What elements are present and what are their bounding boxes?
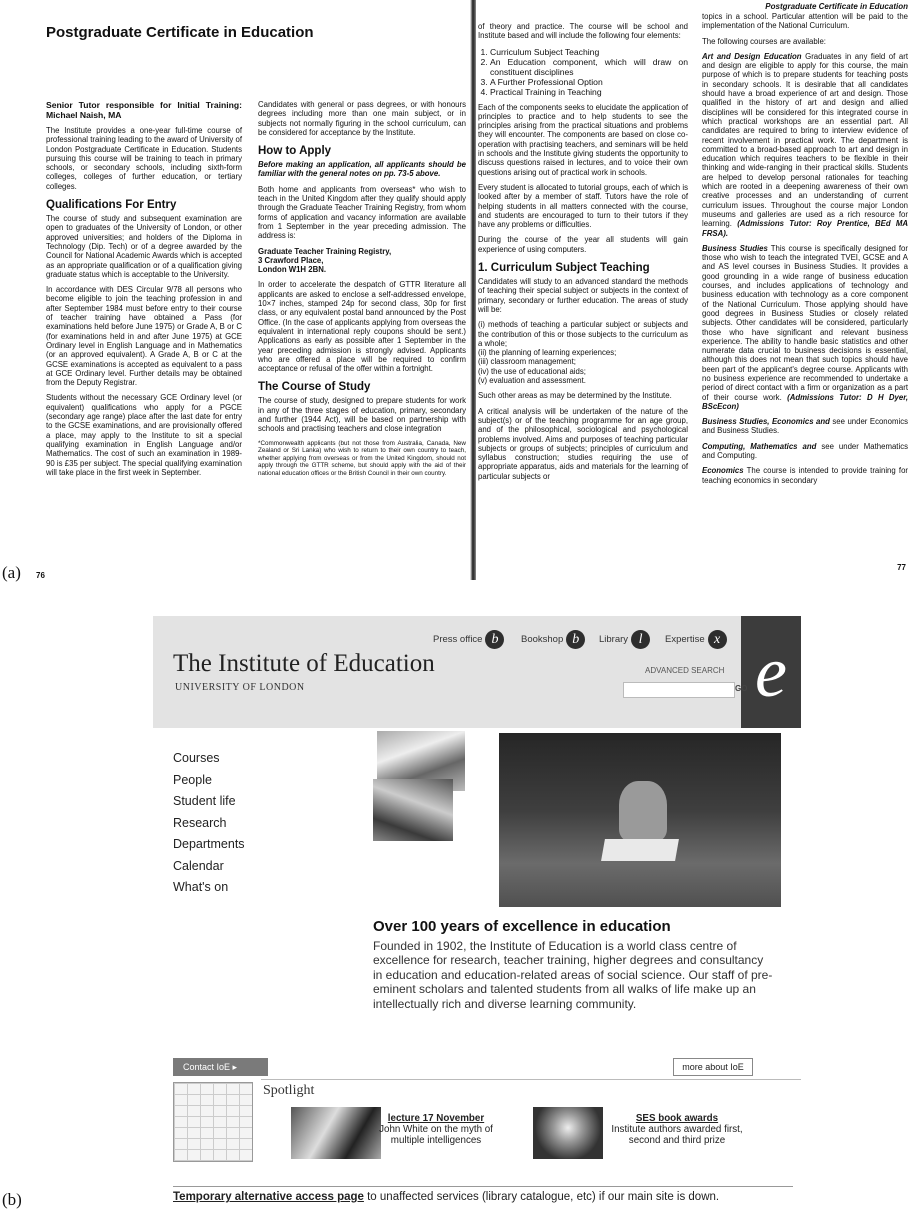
business-economics-entry	[702, 417, 908, 436]
brochure-title: Postgraduate Certificate in Education	[46, 24, 314, 41]
top-link-library[interactable]	[599, 630, 650, 649]
spotlight-heading: Spotlight	[263, 1083, 315, 1098]
economics-body: The course is intended to provide training for teaching economics in secondary	[702, 466, 909, 485]
column-2	[258, 100, 466, 483]
list-item: (iv) the use of educational aids;	[478, 366, 586, 376]
campus-map-thumbnail[interactable]	[173, 1082, 253, 1162]
bse-heading: Business Studies, Economics and	[702, 417, 830, 427]
senior-tutor: Senior Tutor responsible for Initial Training: Michael Naish, MA	[46, 100, 242, 120]
nav-item-whats-on[interactable]: What's on	[173, 880, 229, 894]
running-head: Postgraduate Certificate in Education	[765, 2, 908, 11]
study-areas-list	[478, 320, 688, 385]
list-item: 1. Curriculum Subject Teaching	[490, 47, 688, 57]
nav-item-research[interactable]: Research	[173, 815, 227, 830]
list-item: (i) methods of teaching a particular subject or subjects and the contribution of this or those subjects to the curriculum as a whole;	[478, 320, 688, 348]
library-icon: l	[631, 630, 650, 649]
nav-item-calendar[interactable]: Calendar	[173, 858, 224, 873]
column-1	[46, 100, 242, 483]
panel-label-b: (b)	[2, 1190, 22, 1209]
list-item: (ii) the planning of learning experiences;	[478, 348, 617, 358]
website-screenshot	[153, 616, 801, 1211]
column-4	[702, 12, 908, 491]
cst-paragraph: Candidates will study to an advanced standard the methods of teaching their special subject or subjects in the context of primary, secondary or further education. The areas of study will be:	[478, 277, 688, 314]
spotlight-divider	[261, 1079, 801, 1080]
nav-item-people[interactable]: People	[173, 772, 212, 787]
top-link-expertise[interactable]	[665, 630, 727, 649]
computing-body: see under Mathematics and Computing.	[702, 441, 909, 461]
spotlight-lecture-text: John White on the myth of multiple intelligences	[379, 1124, 493, 1146]
gce-paragraph: Students without the necessary GCE Ordinary level (or equivalent) qualifications who apply for a PGCE (secondary age range) place after the last date for entry to the GCSE examinations, and are provisionally offered a place, may apply to the Institute to sit a special qualifying examination in English Language and/or Mathematics. The cost of such an examination in 1989-90 is £35 per subject. The special qualifying examination will take place in the first week in September.	[46, 393, 242, 477]
qualifications-paragraph: The course of study and subsequent examination are open to graduates of the University of London, or other approved universities; and holders of the Diploma in Technology (Dip. Tech) or of a degree awarded by the Council for National Academic Awards which is accepted as an appropriate qualification or of a qualification giving graduate status which is acceptable to the University.	[46, 214, 242, 279]
page-number-right: 77	[897, 563, 906, 572]
book-shape	[601, 839, 679, 861]
brochure-spread	[36, 0, 914, 580]
tutorial-paragraph: Every student is allocated to tutorial groups, each of which is looked after by a member of staff. Tutors have the role of helping students in all matters connected with the course, and students are encouraged to turn to their tutors if they have any problems or difficulties.	[478, 182, 688, 230]
top-link-label: Library	[599, 634, 629, 645]
top-link-bookshop[interactable]	[521, 630, 585, 649]
list-item: 3. A Further Professional Option	[490, 77, 688, 87]
computing-entry	[702, 442, 908, 461]
candidates-paragraph: Candidates with general or pass degrees, or with honours degrees including more than one main subject, or in subjects not normally figuring in the school curriculum, can be considered for acceptance by the Institute.	[258, 100, 466, 137]
heading-how-to-apply: How to Apply	[258, 145, 332, 158]
gttr-paragraph: In order to accelerate the despatch of GTTR literature all applicants are asked to enclose a self-addressed envelope, 10×7 inches, stamped 24p for second class, 30p for first class, or any equivalent postal band announced by the Post Office. (In the case of applicants applying from overseas the equivalent in international reply coupons should be sent.) Applications as early as possible after 1 September in the year preceding admission is strongly advised. Applicants who are offered a place will be required to confirm acceptance or refusal of the offer within a fortnight.	[258, 280, 466, 374]
brochure-right-page	[476, 0, 914, 580]
more-about-ioe-button[interactable]: more about IoE	[673, 1058, 753, 1076]
footer-text: to unaffected services (library catalogue, etc) if our main site is down.	[363, 1191, 720, 1203]
footer-notice	[173, 1191, 719, 1203]
art-design-heading: Art and Design Education	[702, 51, 802, 61]
spotlight-awards-link[interactable]: SES book awards	[635, 1113, 719, 1124]
spotlight-awards-text: Institute authors awarded first, second and third prize	[611, 1124, 743, 1146]
bse-body: see under Economics and Business Studies.	[702, 417, 908, 436]
intro-text: Founded in 1902, the Institute of Education is a world class centre of excellence for research, teacher training, higher degrees and consultancy in education and education-related areas of social science. Our staff of pre-eminent scholars and talented students from all walks of life make up an intellectually rich and diverse learning community.	[373, 939, 773, 1011]
nav-item-courses[interactable]: Courses	[173, 751, 220, 765]
spotlight-lecture-photo[interactable]	[291, 1107, 381, 1159]
heading-qualifications: Qualifications For Entry	[46, 199, 177, 212]
apply-note: Before making an application, all applicants should be familiar with the general notes on pp. 73-5 above.	[258, 160, 466, 179]
go-button[interactable]: GO	[735, 684, 748, 693]
courses-available: The following courses are available:	[702, 36, 826, 46]
ioe-logo[interactable]: e	[741, 616, 801, 728]
footer-divider	[173, 1186, 793, 1187]
art-design-entry	[702, 52, 908, 238]
press-office-icon: b	[485, 630, 504, 649]
photo-student-reading	[499, 733, 781, 907]
heading-curriculum-subject-teaching: 1. Curriculum Subject Teaching	[478, 262, 650, 275]
business-body: This course is specifically designed for those who wish to teach the integrated TVEI, GCSE and A and AS level courses in Business Studies. It provides a good grounding in a wide range of business education courses, and includes applications of technology and business education with technology as a core component of the National Curriculum. Those applying should have good degrees in Business Studies or closely related subjects. Other candidates will be considered, particularly those who have significant and relevant business experience. The ability to handle basic statistics and other numerate data crucial to business decisions is essential, although this does not mean that such topics should have been part of the applicant's degree course. Applicants with no business experience are recommended to undertake a period of direct contact with a firm or organization as a part of their course work.	[702, 243, 908, 402]
top-link-press-office[interactable]	[433, 630, 504, 649]
list-item: (iii) classroom management;	[478, 357, 576, 367]
intro-paragraph: The Institute provides a one-year full-time course of professional training leading to the award of University of London Postgraduate Certificate in Education. Students pursuing this course will be training to teach in primary schools, or secondary schools, including sixth-form colleges, colleges of further education, or tertiary colleges.	[46, 126, 242, 191]
brochure-left-page	[36, 0, 470, 580]
address-line-2: 3 Crawford Place,	[258, 255, 324, 265]
apply-paragraph: Both home and applicants from overseas* who wish to teach in the United Kingdom after they qualify should apply through the Graduate Teacher Training Registry, from whom forms of application and vacancy information are available from 1 September in the year preceding admission. The address is:	[258, 184, 466, 241]
course-paragraph: The course of study, designed to prepare students for work in any of the three stages of education, primary, secondary and further (1944 Act), will be based on partnership with schools and practising teachers and close integration	[258, 396, 466, 434]
list-item: 4. Practical Training in Teaching	[490, 87, 688, 97]
elements-list	[478, 47, 688, 97]
footnote: *Commonwealth applicants (but not those from Australia, Canada, New Zealand or Sri Lanka) who wish to return to their own country to teach, whether applying from overseas or from the United Kingdom, should not apply through the GTTR scheme, but should apply with the aid of their national education offices or the British Council in their own country.	[258, 439, 466, 477]
page-number-left: 76	[36, 571, 45, 580]
photo-building	[373, 779, 453, 841]
top-link-label: Press office	[433, 634, 483, 645]
des-circular-paragraph: In accordance with DES Circular 9/78 all persons who become eligible to join the teaching profession in and after September 1984 must before entry to their course of teacher training have obtained a Pass (for examinations held before June 1975) or Grade A, B or C (for examinations held in and after June 1975) at GCE Ordinary level in English Language and in Mathematics (or an approved equivalent). A Grade A, B or C at the GCSE examinations is accepted as equivalent to a pass at GCE Ordinary level. Further details may be obtained from the Deputy Registrar.	[46, 285, 242, 388]
main-nav	[173, 748, 245, 899]
business-tutor: (Admissions Tutor: D H Dyer, BScEcon)	[702, 392, 908, 411]
address-line-3: London W1H 2BN.	[258, 265, 326, 275]
critical-analysis-paragraph: A critical analysis will be undertaken of the nature of the subject(s) or of the teaching programme for an age group, and of the philosophical, sociological and psychological problems involved. Aims and purposes of teaching particular subjects or groups of subjects; principles of curriculum and syllabus construction; studies requiring the use of appropriate apparatus, aids and materials for the learning of particular subjects or	[478, 406, 688, 481]
search-input[interactable]	[623, 682, 735, 698]
other-areas-paragraph: Such other areas as may be determined by the Institute.	[478, 391, 672, 401]
contact-ioe-button[interactable]: Contact IoE ▸	[173, 1058, 268, 1076]
advanced-search-link[interactable]: ADVANCED SEARCH	[645, 666, 725, 675]
theory-paragraph: of theory and practice. The course will be school and Institute based and will include the following four elements:	[478, 22, 688, 41]
expertise-icon: x	[708, 630, 727, 649]
student-figure	[619, 781, 667, 841]
column-3	[478, 22, 688, 487]
spotlight-item-awards	[603, 1113, 751, 1146]
spotlight-lecture-link[interactable]: lecture 17 November	[387, 1113, 485, 1124]
heading-course-of-study: The Course of Study	[258, 381, 371, 394]
alternative-access-link[interactable]: Temporary alternative access page	[173, 1191, 364, 1203]
art-design-tutor: (Admissions Tutor: Roy Prentice, BEd MA FRSA).	[702, 219, 908, 238]
institution-name[interactable]: The Institute of Education	[173, 650, 435, 677]
business-studies-entry	[702, 244, 908, 411]
top-link-label: Bookshop	[521, 634, 564, 645]
components-paragraph: Each of the components seeks to elucidate the application of principles to practice and to help students to see the principles arising from the practical situations and problems they will encounter. The components are based on close co-operation with practising teachers, and seminars will be held in schools and the Institute giving students the opportunity to discuss questions raised in lectures, and to voice their own questions arising out of practical work in schools.	[478, 102, 688, 177]
bookshop-icon: b	[566, 630, 585, 649]
economics-entry	[702, 466, 908, 485]
nav-item-student-life[interactable]: Student life	[173, 794, 236, 808]
list-item: 2. An Education component, which will draw on constituent disciplines	[490, 57, 688, 77]
top-link-label: Expertise	[665, 634, 705, 645]
art-design-body: Graduates in any field of art and design are eligible to apply for this course, the main purpose of which is to prepare students for teaching posts in secondary schools. It is desirable that all candidates should have a broad experience of art and design. Those qualified in the history of art and design and allied disciplines will be considered for this integrated course in which practical workshops are an essential part. All candidates are required to bring to interview evidence of recent involvement in practical work. The department is committed to a broad-based approach to art and design in education which requires teachers to be flexible in their thinking and wide-ranging in their practical skills. Students are helped to develop personal rationales for teaching which are rooted in a deepening awareness of their own creative processes and an understanding of current curriculum issues. Throughout the course major London museums and galleries are used as a rich resource for learning.	[702, 51, 908, 229]
economics-heading: Economics	[702, 466, 744, 476]
list-item: (v) evaluation and assessment.	[478, 376, 586, 386]
business-heading: Business Studies	[702, 243, 768, 253]
topics-paragraph: topics in a school. Particular attention will be paid to the implementation of the National Curriculum.	[702, 12, 908, 31]
institution-subtitle: UNIVERSITY OF LONDON	[175, 682, 305, 693]
computers-paragraph: During the course of the year all students will gain experience of using computers.	[478, 235, 688, 254]
panel-label-a: (a)	[2, 563, 21, 582]
nav-item-departments[interactable]: Departments	[173, 837, 245, 851]
spotlight-awards-photo[interactable]	[533, 1107, 603, 1159]
address-line-1: Graduate Teacher Training Registry,	[258, 246, 392, 256]
spotlight-item-lecture	[378, 1113, 494, 1146]
computing-heading: Computing, Mathematics and	[702, 441, 817, 451]
headline: Over 100 years of excellence in education	[373, 918, 671, 935]
